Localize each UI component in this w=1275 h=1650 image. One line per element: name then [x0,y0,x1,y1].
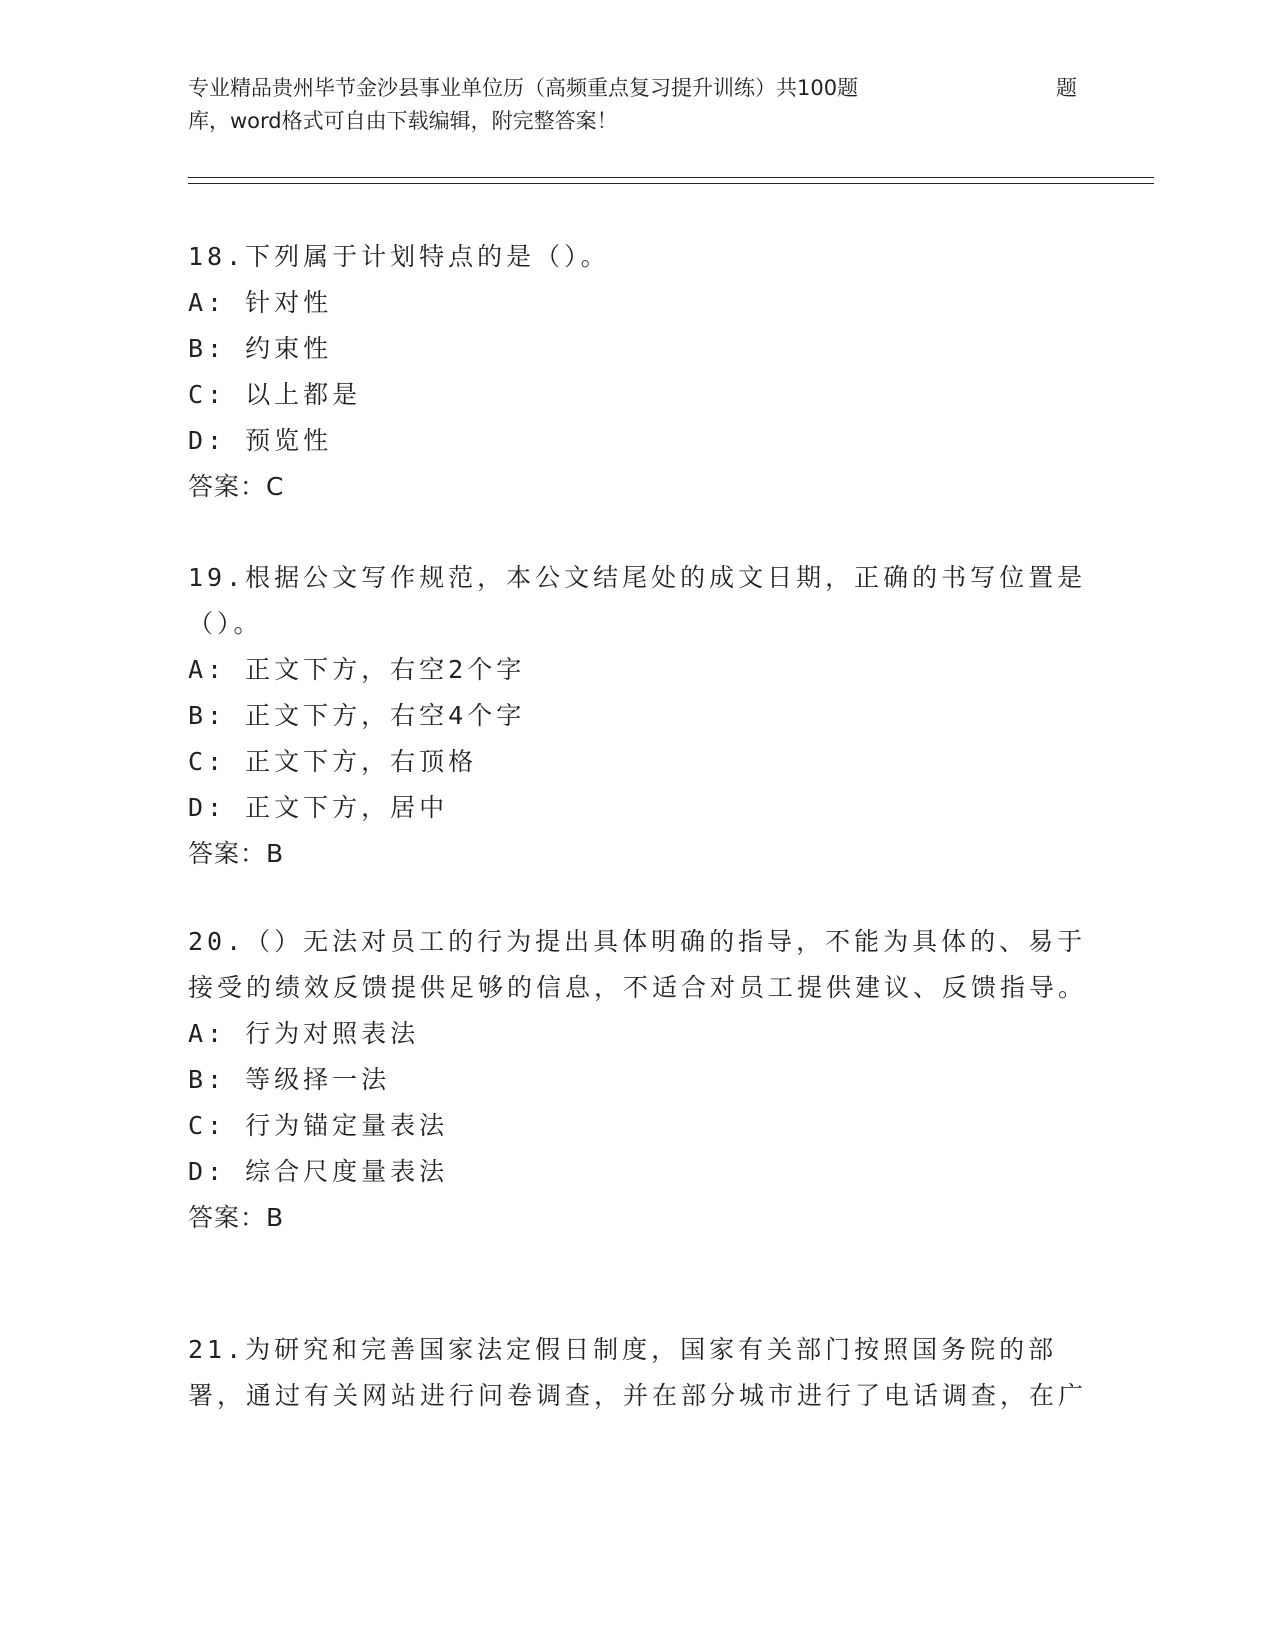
document-header [188,72,1088,138]
question-stem: 21.为研究和完善国家法定假日制度，国家有关部门按照国务院的部署，通过有关网站进行问卷调查，并在部分城市进行了电话调查，在广 [188,1335,1088,1410]
option-c: C: 行为锚定量表法 [188,1111,449,1140]
option-b: B: 等级择一法 [188,1065,391,1094]
option-a: A: 行为对照表法 [188,1019,420,1048]
header-title-tail: 题 [1056,76,1077,100]
option-d: D: 正文下方，居中 [188,793,449,822]
header-title-text: 专业精品贵州毕节金沙县事业单位历（高频重点复习提升训练）共100题 [188,76,859,100]
question-stem: 19.根据公文写作规范，本公文结尾处的成文日期，正确的书写位置是（）。 [188,563,1087,638]
option-c: C: 正文下方，右顶格 [188,747,478,776]
question-20 [188,919,1088,1241]
question-stem: 18.下列属于计划特点的是（）。 [188,242,610,271]
option-a: A: 正文下方，右空2个字 [188,655,526,684]
option-a: A: 针对性 [188,288,333,317]
header-line-1 [188,72,1088,105]
option-d: D: 预览性 [188,426,333,455]
option-b: B: 正文下方，右空4个字 [188,701,526,730]
header-divider-top [188,177,1154,178]
option-b: B: 约束性 [188,334,333,363]
question-18 [188,234,1088,510]
header-line-2: 库，word格式可自由下载编辑，附完整答案！ [188,109,618,133]
question-21 [188,1327,1088,1419]
question-19 [188,555,1088,877]
answer: 答案：C [188,472,285,501]
answer: 答案：B [188,1203,285,1232]
question-stem: 20.（）无法对员工的行为提出具体明确的指导，不能为具体的、易于接受的绩效反馈提供足够的信息，不适合对员工提供建议、反馈指导。 [188,927,1088,1002]
header-divider-bottom [188,183,1154,184]
answer: 答案：B [188,839,285,868]
option-d: D: 综合尺度量表法 [188,1157,449,1186]
option-c: C: 以上都是 [188,380,362,409]
